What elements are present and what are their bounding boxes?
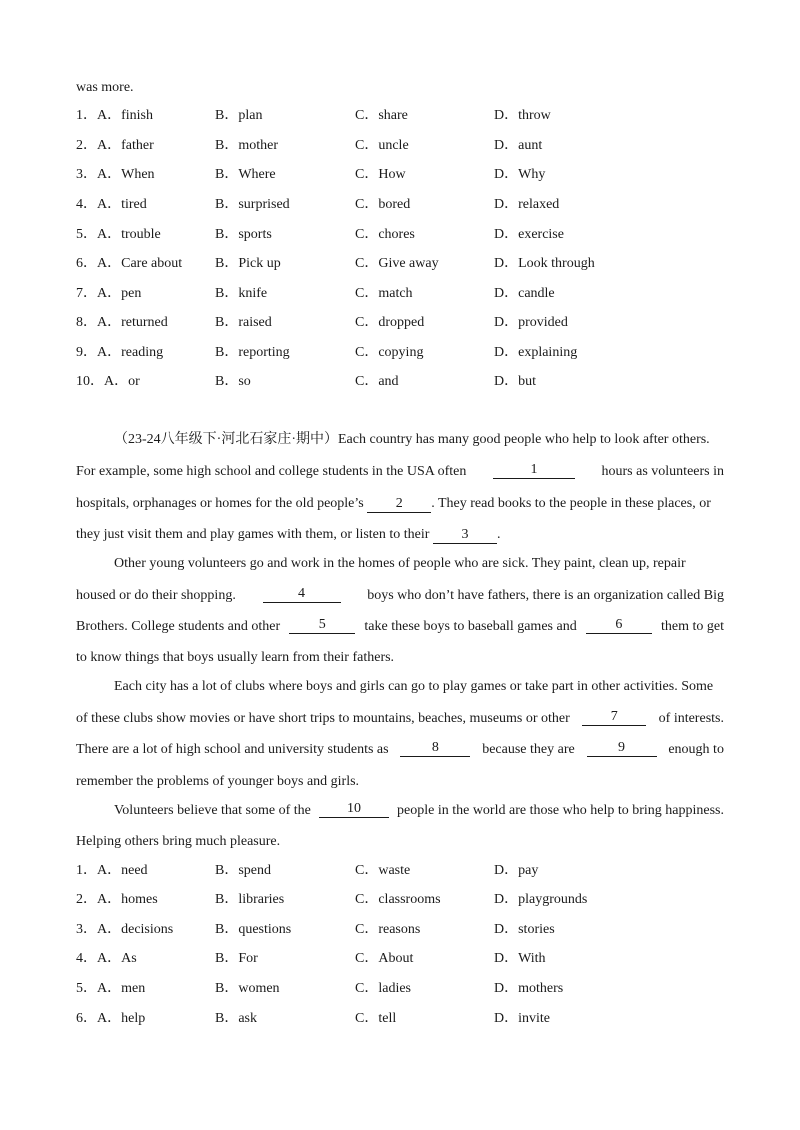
option-row bbox=[76, 1009, 724, 1029]
passage-text: to know things that boys usually learn from their fathers. bbox=[76, 650, 395, 665]
passage-text: housed or do their shopping. bbox=[76, 588, 236, 603]
option-a: 1．A．need bbox=[76, 863, 148, 878]
passage-line bbox=[76, 586, 724, 606]
option-a: 8．A．returned bbox=[76, 315, 168, 330]
passage-line bbox=[76, 525, 724, 545]
passage-text: Other young volunteers go and work in the homes of people who are sick. They paint, clean up, repair bbox=[114, 556, 686, 571]
option-c: C．classrooms bbox=[355, 892, 441, 907]
option-b: B．knife bbox=[215, 286, 268, 301]
passage-line bbox=[76, 832, 724, 852]
passage-source: （23-24八年级下·河北石家庄·期中） bbox=[114, 432, 338, 447]
blank-10[interactable]: 10 bbox=[319, 801, 389, 818]
option-a: 6．A．Care about bbox=[76, 256, 183, 271]
passage-text: enough to bbox=[668, 742, 724, 757]
option-d: D．mothers bbox=[494, 981, 564, 996]
passage-text: boys who don’t have fathers, there is an organization called Big bbox=[367, 588, 724, 603]
option-a: 2．A．homes bbox=[76, 892, 158, 907]
passage-text: of interests. bbox=[658, 711, 724, 726]
passage-text: Each city has a lot of clubs where boys and girls can go to play games or take part in other activities. Some bbox=[114, 679, 714, 694]
option-row bbox=[76, 890, 724, 910]
passage-text: For example, some high school and college students in the USA often bbox=[76, 464, 467, 479]
passage-line bbox=[76, 648, 724, 668]
passage-line bbox=[76, 709, 724, 729]
blank-8[interactable]: 8 bbox=[400, 740, 470, 757]
passage-text: of these clubs show movies or have short trips to mountains, beaches, museums or other bbox=[76, 711, 570, 726]
option-d: D．stories bbox=[494, 922, 555, 937]
option-d: D．playgrounds bbox=[494, 892, 588, 907]
option-row bbox=[76, 949, 724, 969]
passage-line bbox=[76, 772, 724, 792]
option-c: C．tell bbox=[355, 1011, 397, 1026]
passage-text: hospitals, orphanages or homes for the old people’s bbox=[76, 496, 364, 511]
blank-7[interactable]: 7 bbox=[582, 709, 646, 726]
passage-text: take these boys to baseball games and bbox=[364, 619, 577, 634]
blank-5[interactable]: 5 bbox=[289, 617, 355, 634]
option-row bbox=[76, 861, 724, 881]
option-b: B．plan bbox=[215, 108, 263, 123]
option-d: D．provided bbox=[494, 315, 568, 330]
option-d: D．relaxed bbox=[494, 197, 560, 212]
passage-line bbox=[76, 617, 724, 637]
option-a: 5．A．men bbox=[76, 981, 146, 996]
option-b: B．For bbox=[215, 951, 258, 966]
option-d: D．With bbox=[494, 951, 546, 966]
option-c: C．chores bbox=[355, 227, 415, 242]
option-a: 10．A．or bbox=[76, 374, 140, 389]
option-a: 4．A．tired bbox=[76, 197, 147, 212]
option-d: D．Why bbox=[494, 167, 546, 182]
option-b: B．Pick up bbox=[215, 256, 281, 271]
option-row bbox=[76, 343, 724, 363]
option-d: D．Look through bbox=[494, 256, 595, 271]
passage-line bbox=[76, 554, 724, 574]
option-b: B．sports bbox=[215, 227, 272, 242]
passage-text: people in the world are those who help to bring happiness. bbox=[397, 803, 724, 818]
passage-line bbox=[76, 801, 724, 821]
option-row bbox=[76, 195, 724, 215]
option-d: D．aunt bbox=[494, 138, 543, 153]
passage-line bbox=[76, 677, 724, 697]
option-c: C．ladies bbox=[355, 981, 411, 996]
option-a: 4．A．As bbox=[76, 951, 137, 966]
passage-text: them to get bbox=[660, 619, 724, 634]
passage-text: Volunteers believe that some of the bbox=[114, 803, 311, 818]
option-c: C．share bbox=[355, 108, 408, 123]
blank-4[interactable]: 4 bbox=[263, 586, 341, 603]
option-b: B．women bbox=[215, 981, 280, 996]
option-b: B．reporting bbox=[215, 345, 290, 360]
passage-line bbox=[76, 740, 724, 760]
option-d: D．invite bbox=[494, 1011, 550, 1026]
option-b: B．Where bbox=[215, 167, 276, 182]
blank-1[interactable]: 1 bbox=[493, 462, 575, 479]
passage-text: . They read books to the people in these places, or bbox=[431, 496, 711, 511]
option-d: D．but bbox=[494, 374, 536, 389]
option-b: B．questions bbox=[215, 922, 292, 937]
blank-9[interactable]: 9 bbox=[587, 740, 657, 757]
option-a: 9．A．reading bbox=[76, 345, 164, 360]
option-c: C．reasons bbox=[355, 922, 421, 937]
passage-text: they just visit them and play games with them, or listen to their bbox=[76, 527, 430, 542]
passage-text: There are a lot of high school and university students as bbox=[76, 742, 389, 757]
passage-text: because they are bbox=[482, 742, 575, 757]
option-c: C．dropped bbox=[355, 315, 425, 330]
option-a: 1．A．finish bbox=[76, 108, 153, 123]
option-b: B．raised bbox=[215, 315, 272, 330]
option-a: 3．A．decisions bbox=[76, 922, 174, 937]
option-d: D．candle bbox=[494, 286, 555, 301]
option-b: B．libraries bbox=[215, 892, 285, 907]
blank-2[interactable]: 2 bbox=[367, 496, 431, 513]
option-d: D．pay bbox=[494, 863, 539, 878]
passage-text: . bbox=[496, 527, 501, 542]
option-row bbox=[76, 225, 724, 245]
passage-line bbox=[76, 430, 724, 450]
option-b: B．so bbox=[215, 374, 251, 389]
passage-line bbox=[76, 462, 724, 482]
option-d: D．throw bbox=[494, 108, 551, 123]
option-row bbox=[76, 284, 724, 304]
passage-line bbox=[76, 494, 724, 514]
option-a: 3．A．When bbox=[76, 167, 155, 182]
option-row bbox=[76, 920, 724, 940]
option-c: C．waste bbox=[355, 863, 411, 878]
option-row bbox=[76, 254, 724, 274]
option-row bbox=[76, 136, 724, 156]
passage-text: remember the problems of younger boys and girls. bbox=[76, 774, 360, 789]
passage-text: Each country has many good people who help to look after others. bbox=[338, 432, 710, 447]
blank-3[interactable]: 3 bbox=[433, 527, 497, 544]
option-c: C．and bbox=[355, 374, 399, 389]
option-a: 6．A．help bbox=[76, 1011, 146, 1026]
option-a: 7．A．pen bbox=[76, 286, 142, 301]
option-row bbox=[76, 372, 724, 392]
option-a: 2．A．father bbox=[76, 138, 154, 153]
option-row bbox=[76, 106, 724, 126]
option-c: C．uncle bbox=[355, 138, 409, 153]
option-row bbox=[76, 979, 724, 999]
blank-6[interactable]: 6 bbox=[586, 617, 652, 634]
option-b: B．spend bbox=[215, 863, 271, 878]
passage-text: hours as volunteers in bbox=[601, 464, 724, 479]
option-c: C．Give away bbox=[355, 256, 439, 271]
option-c: C．copying bbox=[355, 345, 424, 360]
intro-tail-text: was more. bbox=[76, 80, 134, 95]
option-b: B．ask bbox=[215, 1011, 257, 1026]
option-row bbox=[76, 313, 724, 333]
option-b: B．surprised bbox=[215, 197, 290, 212]
option-d: D．explaining bbox=[494, 345, 578, 360]
passage-text: Helping others bring much pleasure. bbox=[76, 834, 281, 849]
option-d: D．exercise bbox=[494, 227, 564, 242]
option-c: C．bored bbox=[355, 197, 411, 212]
option-c: C．match bbox=[355, 286, 413, 301]
option-a: 5．A．trouble bbox=[76, 227, 161, 242]
option-b: B．mother bbox=[215, 138, 278, 153]
option-c: C．How bbox=[355, 167, 406, 182]
option-c: C．About bbox=[355, 951, 414, 966]
passage-text: Brothers. College students and other bbox=[76, 619, 281, 634]
option-row bbox=[76, 165, 724, 185]
